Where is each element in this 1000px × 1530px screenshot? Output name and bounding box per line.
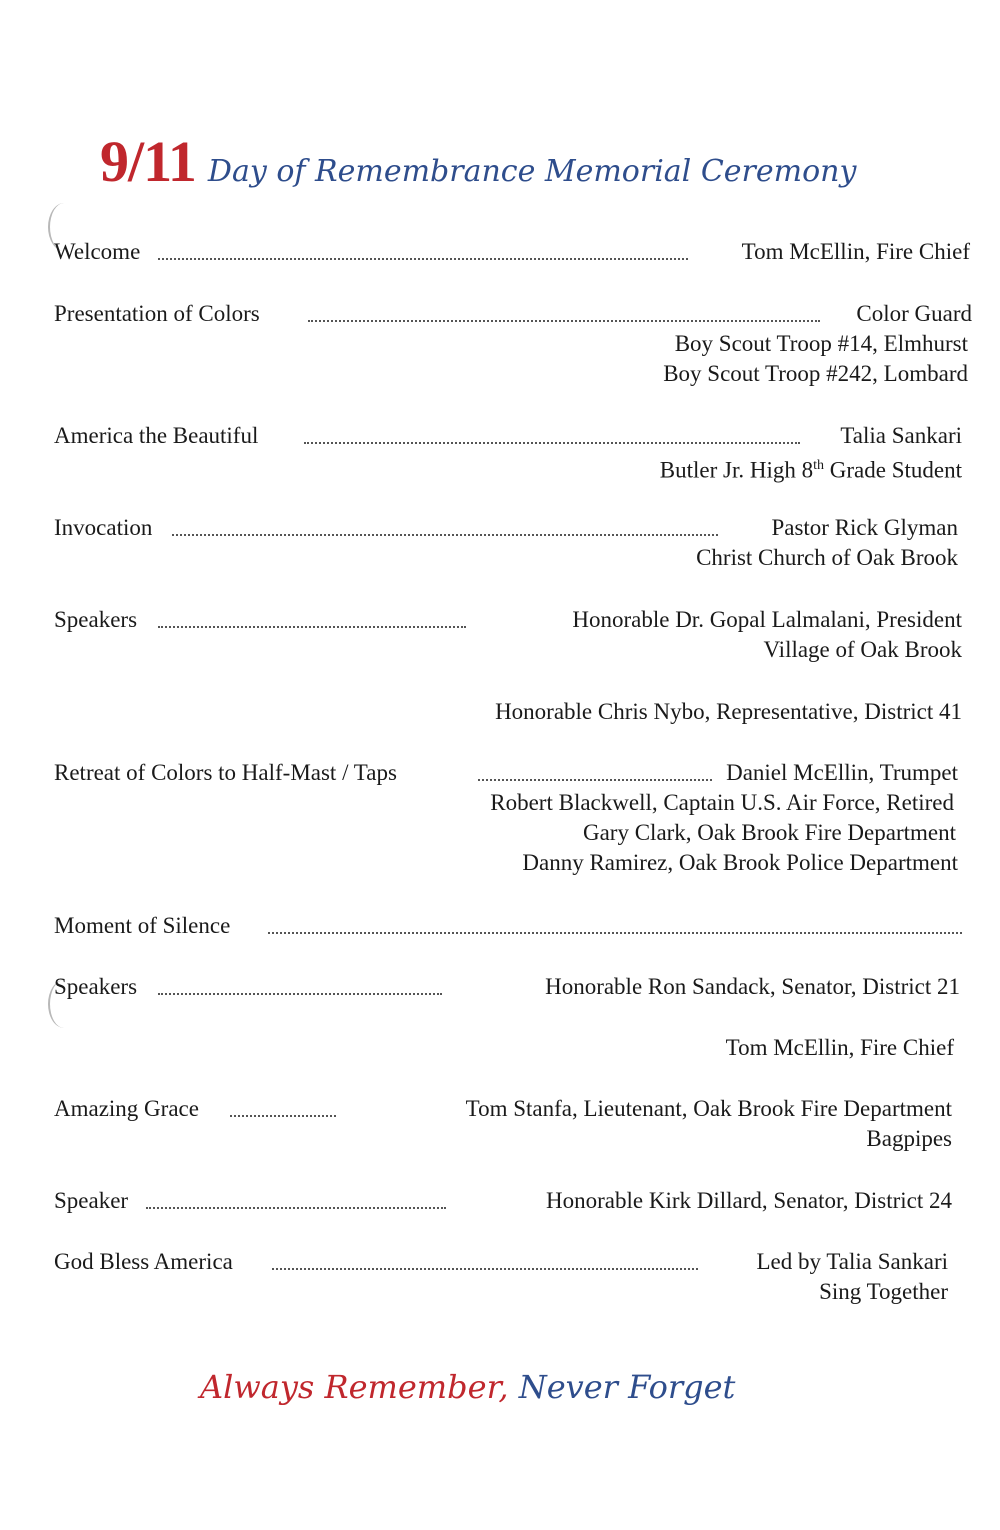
item-label: God Bless America bbox=[54, 1249, 233, 1274]
program-item-speaker-continued-2 bbox=[54, 1032, 954, 1064]
leader-dots bbox=[172, 534, 718, 536]
item-performer: Tom Stanfa, Lieutenant, Oak Brook Fire Department bbox=[465, 1096, 952, 1121]
item-detail: Sing Together bbox=[819, 1279, 948, 1304]
item-label: Amazing Grace bbox=[54, 1096, 199, 1121]
item-performer: Honorable Ron Sandack, Senator, District 21 bbox=[545, 974, 960, 999]
item-performer: Daniel McEllin, Trumpet bbox=[726, 760, 958, 785]
program-item-speakers-2 bbox=[54, 971, 960, 1003]
item-detail: Robert Blackwell, Captain U.S. Air Force, Retired bbox=[490, 790, 954, 815]
leader-dots bbox=[158, 258, 688, 260]
program-item-america-the-beautiful bbox=[54, 420, 962, 452]
item-performer: Tom McEllin, Fire Chief bbox=[741, 239, 970, 264]
item-performer: Honorable Dr. Gopal Lalmalani, President bbox=[572, 607, 962, 632]
item-performer: Color Guard bbox=[856, 301, 972, 326]
item-label: Retreat of Colors to Half-Mast / Taps bbox=[54, 760, 397, 785]
item-performer: Tom McEllin, Fire Chief bbox=[725, 1035, 954, 1060]
item-performer: Led by Talia Sankari bbox=[756, 1249, 948, 1274]
program-item-moment-of-silence bbox=[54, 910, 962, 942]
leader-dots bbox=[158, 993, 442, 995]
leader-dots bbox=[304, 442, 800, 444]
program-item-amazing-grace bbox=[54, 1093, 952, 1125]
title-date: 9/11 bbox=[100, 129, 196, 194]
program-item-speaker-continued bbox=[54, 696, 962, 728]
item-label: Welcome bbox=[54, 239, 141, 264]
item-label: America the Beautiful bbox=[54, 423, 259, 448]
item-detail: Danny Ramirez, Oak Brook Police Department bbox=[522, 850, 958, 875]
item-performer: Honorable Chris Nybo, Representative, District 41 bbox=[495, 699, 962, 724]
item-performer: Talia Sankari bbox=[840, 423, 962, 448]
motto-part-1: Always Remember, bbox=[200, 1368, 509, 1406]
item-label: Speakers bbox=[54, 607, 138, 632]
program-item-presentation-of-colors bbox=[54, 298, 972, 330]
leader-dots bbox=[308, 320, 820, 322]
program-item-welcome bbox=[54, 236, 970, 268]
item-label: Invocation bbox=[54, 515, 153, 540]
item-detail: Village of Oak Brook bbox=[763, 637, 962, 662]
leader-dots bbox=[478, 779, 712, 781]
item-detail: Boy Scout Troop #242, Lombard bbox=[663, 361, 968, 386]
item-detail: Boy Scout Troop #14, Elmhurst bbox=[674, 331, 968, 356]
leader-dots bbox=[268, 932, 962, 934]
program-item-god-bless-america bbox=[54, 1246, 948, 1278]
page-title bbox=[100, 128, 980, 198]
item-label: Presentation of Colors bbox=[54, 301, 260, 326]
leader-dots bbox=[272, 1268, 698, 1270]
leader-dots bbox=[146, 1207, 446, 1209]
closing-motto bbox=[200, 1368, 840, 1418]
leader-dots bbox=[158, 626, 466, 628]
item-detail: Gary Clark, Oak Brook Fire Department bbox=[582, 820, 956, 845]
item-performer: Honorable Kirk Dillard, Senator, District 24 bbox=[546, 1188, 952, 1213]
item-detail: Bagpipes bbox=[866, 1126, 952, 1151]
program-item-retreat-of-colors bbox=[54, 757, 958, 789]
motto-part-2: Never Forget bbox=[518, 1368, 736, 1406]
item-label: Speakers bbox=[54, 974, 138, 999]
item-label: Speaker bbox=[54, 1188, 129, 1213]
program-item-invocation bbox=[54, 512, 958, 544]
item-detail: Christ Church of Oak Brook bbox=[696, 545, 958, 570]
item-performer: Pastor Rick Glyman bbox=[771, 515, 958, 540]
program-item-speaker bbox=[54, 1185, 952, 1217]
item-detail: Butler Jr. High 8th Grade Student bbox=[659, 457, 962, 483]
program-item-speakers bbox=[54, 604, 962, 636]
title-text: Day of Remembrance Memorial Ceremony bbox=[207, 154, 857, 189]
leader-dots bbox=[230, 1115, 336, 1117]
item-label: Moment of Silence bbox=[54, 913, 231, 938]
